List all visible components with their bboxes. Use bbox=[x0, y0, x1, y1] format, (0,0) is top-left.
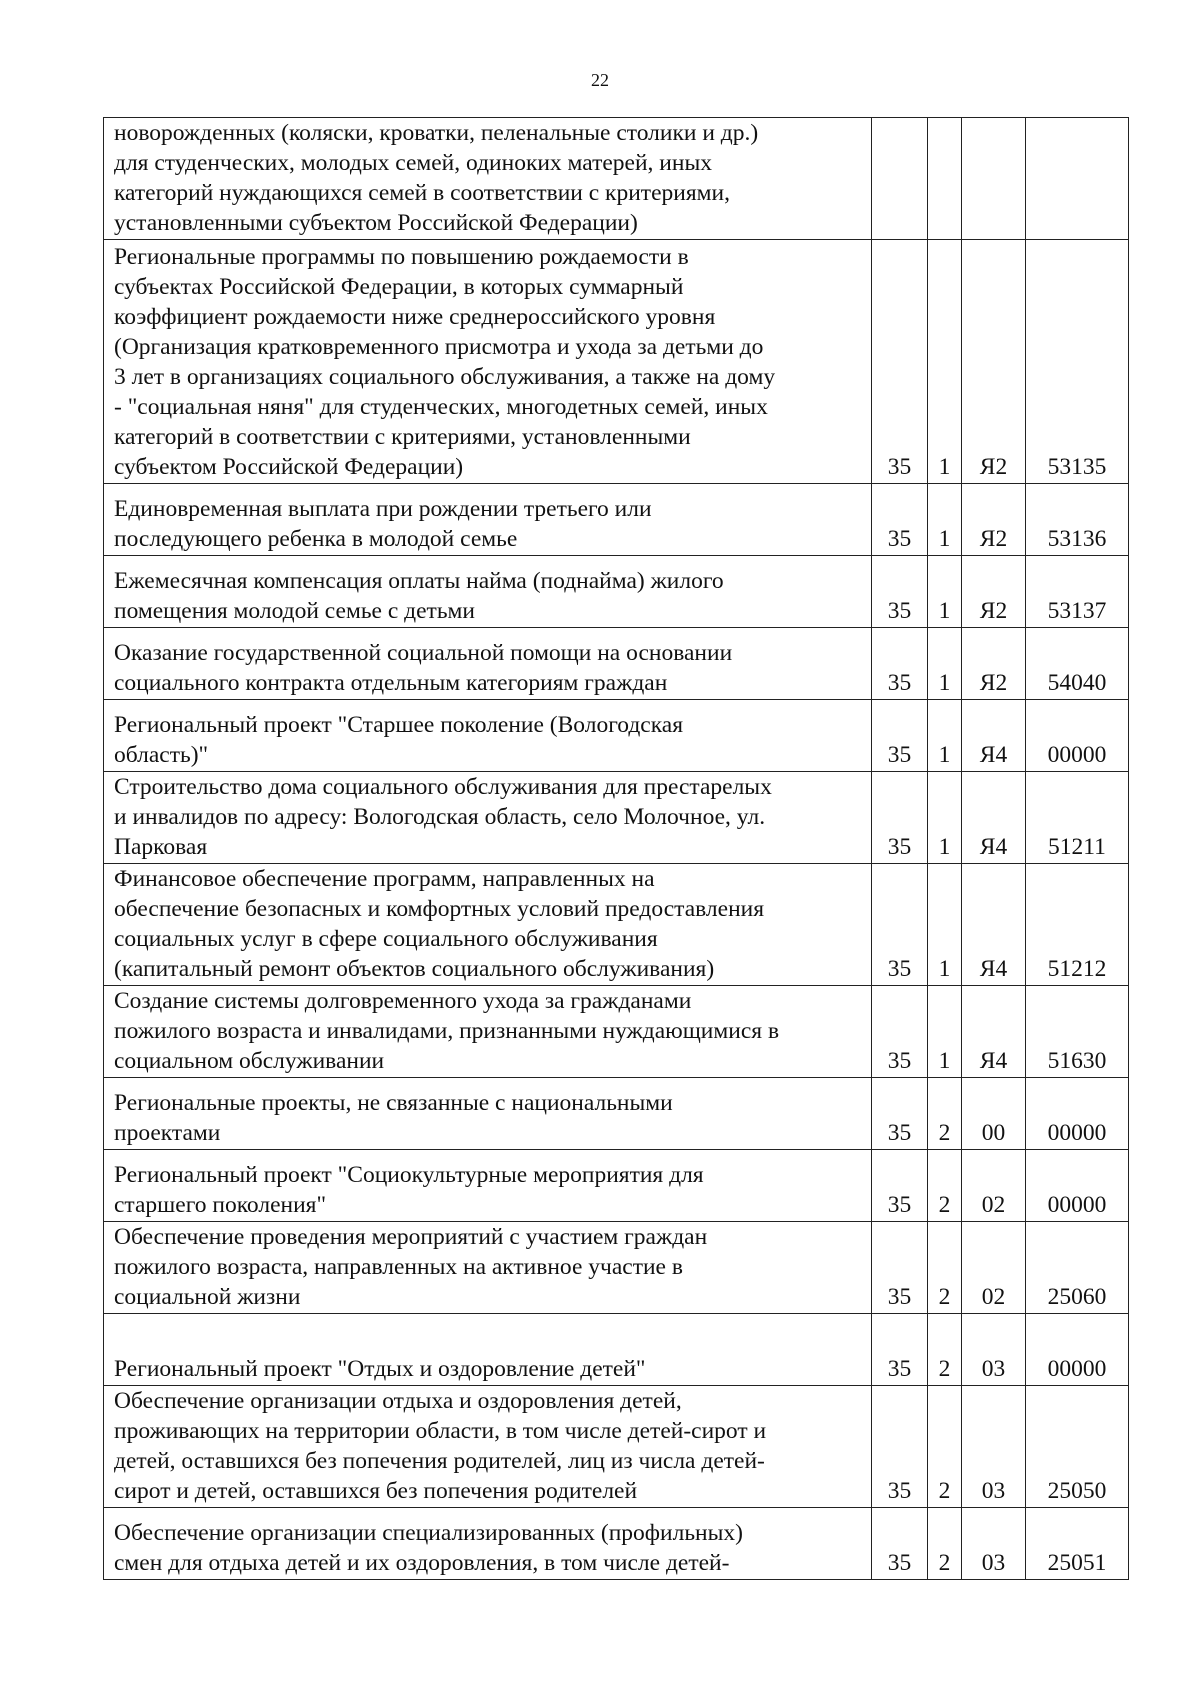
code-cell-2: 2 bbox=[928, 1078, 962, 1150]
code-cell-4: 00000 bbox=[1026, 1078, 1129, 1150]
row-description bbox=[104, 556, 872, 628]
table-row bbox=[104, 986, 1129, 1078]
row-description bbox=[104, 772, 872, 864]
description-line: помещения молодой семье с детьми bbox=[114, 598, 475, 624]
table-body bbox=[104, 118, 1129, 1580]
code-cell-4: 00000 bbox=[1026, 1150, 1129, 1222]
table-row bbox=[104, 700, 1129, 772]
code-cell-3: 03 bbox=[962, 1314, 1026, 1386]
description-line: проектами bbox=[114, 1120, 221, 1146]
description-line: Региональный проект "Старшее поколение (Вологодская bbox=[114, 712, 684, 738]
description-line: коэффициент рождаемости ниже среднероссийского уровня bbox=[114, 304, 716, 330]
row-description bbox=[104, 700, 872, 772]
description-line: 3 лет в организациях социального обслуживания, а также на дому bbox=[114, 364, 776, 390]
code-cell-4: 53137 bbox=[1026, 556, 1129, 628]
row-description bbox=[104, 1386, 872, 1508]
description-line: социальной жизни bbox=[114, 1284, 301, 1310]
code-cell-3: 02 bbox=[962, 1222, 1026, 1314]
description-line: Ежемесячная компенсация оплаты найма (поднайма) жилого bbox=[114, 568, 724, 594]
description-line: Региональный проект "Отдых и оздоровление детей" bbox=[114, 1356, 646, 1382]
code-cell-3: Я4 bbox=[962, 772, 1026, 864]
table-row bbox=[104, 118, 1129, 240]
code-cell-3 bbox=[962, 118, 1026, 240]
code-cell-1: 35 bbox=[872, 1078, 928, 1150]
description-line: Парковая bbox=[114, 834, 208, 860]
code-cell-1: 35 bbox=[872, 556, 928, 628]
description-line: установленными субъектом Российской Федерации) bbox=[114, 210, 638, 236]
code-cell-1: 35 bbox=[872, 1508, 928, 1580]
table-row bbox=[104, 484, 1129, 556]
code-cell-4: 00000 bbox=[1026, 700, 1129, 772]
table-row bbox=[104, 1508, 1129, 1580]
code-cell-2: 2 bbox=[928, 1386, 962, 1508]
description-line: для студенческих, молодых семей, одиноких матерей, иных bbox=[114, 150, 712, 176]
description-line: Оказание государственной социальной помощи на основании bbox=[114, 640, 733, 666]
code-cell-1: 35 bbox=[872, 628, 928, 700]
code-cell-3: Я2 bbox=[962, 556, 1026, 628]
row-description bbox=[104, 240, 872, 484]
code-cell-4: 51211 bbox=[1026, 772, 1129, 864]
code-cell-3: 03 bbox=[962, 1386, 1026, 1508]
code-cell-2: 2 bbox=[928, 1222, 962, 1314]
code-cell-2: 2 bbox=[928, 1150, 962, 1222]
description-line: Региональные проекты, не связанные с национальными bbox=[114, 1090, 673, 1116]
description-line: Строительство дома социального обслуживания для престарелых bbox=[114, 774, 772, 800]
code-cell-2: 1 bbox=[928, 700, 962, 772]
code-cell-2: 1 bbox=[928, 772, 962, 864]
description-line: категорий в соответствии с критериями, установленными bbox=[114, 424, 691, 450]
code-cell-4: 00000 bbox=[1026, 1314, 1129, 1386]
code-cell-2: 1 bbox=[928, 986, 962, 1078]
description-line: (Организация кратковременного присмотра и ухода за детьми до bbox=[114, 334, 764, 360]
description-line: новорожденных (коляски, кроватки, пеленальные столики и др.) bbox=[114, 120, 759, 146]
row-description bbox=[104, 484, 872, 556]
description-line: социальном обслуживании bbox=[114, 1048, 385, 1074]
row-description bbox=[104, 1222, 872, 1314]
code-cell-3: 03 bbox=[962, 1508, 1026, 1580]
table-row bbox=[104, 864, 1129, 986]
code-cell-4: 53135 bbox=[1026, 240, 1129, 484]
description-line: Региональный проект "Социокультурные мероприятия для bbox=[114, 1162, 704, 1188]
table-row bbox=[104, 772, 1129, 864]
description-line: сирот и детей, оставшихся без попечения родителей bbox=[114, 1478, 638, 1504]
code-cell-2: 2 bbox=[928, 1314, 962, 1386]
code-cell-3: Я4 bbox=[962, 700, 1026, 772]
code-cell-1: 35 bbox=[872, 772, 928, 864]
description-line: социального контракта отдельным категориям граждан bbox=[114, 670, 668, 696]
description-line: Обеспечение организации отдыха и оздоровления детей, bbox=[114, 1388, 682, 1414]
code-cell-2: 2 bbox=[928, 1508, 962, 1580]
description-line: пожилого возраста, направленных на активное участие в bbox=[114, 1254, 683, 1280]
row-description bbox=[104, 1508, 872, 1580]
description-line: Региональные программы по повышению рождаемости в bbox=[114, 244, 689, 270]
row-description bbox=[104, 1314, 872, 1386]
row-description bbox=[104, 628, 872, 700]
description-line: Финансовое обеспечение программ, направленных на bbox=[114, 866, 655, 892]
description-line: Единовременная выплата при рождении третьего или bbox=[114, 496, 652, 522]
table-row bbox=[104, 1222, 1129, 1314]
code-cell-4: 53136 bbox=[1026, 484, 1129, 556]
row-description bbox=[104, 864, 872, 986]
description-line: (капитальный ремонт объектов социального обслуживания) bbox=[114, 956, 715, 982]
code-cell-3: Я2 bbox=[962, 240, 1026, 484]
description-line: категорий нуждающихся семей в соответствии с критериями, bbox=[114, 180, 730, 206]
code-cell-3: Я2 bbox=[962, 628, 1026, 700]
code-cell-4: 25050 bbox=[1026, 1386, 1129, 1508]
budget-classification-table bbox=[103, 117, 1129, 1580]
code-cell-1: 35 bbox=[872, 240, 928, 484]
code-cell-3: Я4 bbox=[962, 864, 1026, 986]
description-line: последующего ребенка в молодой семье bbox=[114, 526, 518, 552]
table-row bbox=[104, 628, 1129, 700]
table-row bbox=[104, 1078, 1129, 1150]
description-line: Обеспечение организации специализированных (профильных) bbox=[114, 1520, 743, 1546]
description-line: субъектах Российской Федерации, в которых суммарный bbox=[114, 274, 684, 300]
table-row bbox=[104, 556, 1129, 628]
description-line: и инвалидов по адресу: Вологодская область, село Молочное, ул. bbox=[114, 804, 766, 830]
code-cell-3: Я4 bbox=[962, 986, 1026, 1078]
code-cell-4: 51630 bbox=[1026, 986, 1129, 1078]
code-cell-4: 25051 bbox=[1026, 1508, 1129, 1580]
code-cell-1 bbox=[872, 118, 928, 240]
code-cell-2: 1 bbox=[928, 628, 962, 700]
page-number: 22 bbox=[591, 70, 609, 90]
description-line: Обеспечение проведения мероприятий с участием граждан bbox=[114, 1224, 708, 1250]
description-line: детей, оставшихся без попечения родителей, лиц из числа детей- bbox=[114, 1448, 765, 1474]
code-cell-1: 35 bbox=[872, 484, 928, 556]
code-cell-1: 35 bbox=[872, 700, 928, 772]
description-line: социальных услуг в сфере социального обслуживания bbox=[114, 926, 658, 952]
description-line: старшего поколения" bbox=[114, 1192, 327, 1218]
code-cell-2: 1 bbox=[928, 484, 962, 556]
description-line: область)" bbox=[114, 742, 209, 768]
description-line: субъектом Российской Федерации) bbox=[114, 454, 464, 480]
code-cell-1: 35 bbox=[872, 864, 928, 986]
description-line: обеспечение безопасных и комфортных условий предоставления bbox=[114, 896, 765, 922]
table-row bbox=[104, 1314, 1129, 1386]
code-cell-1: 35 bbox=[872, 1222, 928, 1314]
row-description bbox=[104, 986, 872, 1078]
description-line: Создание системы долговременного ухода за гражданами bbox=[114, 988, 692, 1014]
code-cell-2: 1 bbox=[928, 240, 962, 484]
code-cell-1: 35 bbox=[872, 986, 928, 1078]
code-cell-1: 35 bbox=[872, 1386, 928, 1508]
code-cell-1: 35 bbox=[872, 1150, 928, 1222]
code-cell-3: 02 bbox=[962, 1150, 1026, 1222]
code-cell-2 bbox=[928, 118, 962, 240]
row-description bbox=[104, 1150, 872, 1222]
table-row bbox=[104, 1386, 1129, 1508]
table-row bbox=[104, 240, 1129, 484]
description-line: - "социальная няня" для студенческих, многодетных семей, иных bbox=[114, 394, 768, 420]
code-cell-3: Я2 bbox=[962, 484, 1026, 556]
code-cell-4 bbox=[1026, 118, 1129, 240]
row-description bbox=[104, 118, 872, 240]
table-row bbox=[104, 1150, 1129, 1222]
code-cell-3: 00 bbox=[962, 1078, 1026, 1150]
code-cell-4: 54040 bbox=[1026, 628, 1129, 700]
code-cell-2: 1 bbox=[928, 864, 962, 986]
code-cell-4: 51212 bbox=[1026, 864, 1129, 986]
row-description bbox=[104, 1078, 872, 1150]
description-line: пожилого возраста и инвалидами, признанными нуждающимися в bbox=[114, 1018, 780, 1044]
code-cell-4: 25060 bbox=[1026, 1222, 1129, 1314]
description-line: смен для отдыха детей и их оздоровления, в том числе детей- bbox=[114, 1550, 730, 1576]
code-cell-1: 35 bbox=[872, 1314, 928, 1386]
description-line: проживающих на территории области, в том числе детей-сирот и bbox=[114, 1418, 767, 1444]
code-cell-2: 1 bbox=[928, 556, 962, 628]
